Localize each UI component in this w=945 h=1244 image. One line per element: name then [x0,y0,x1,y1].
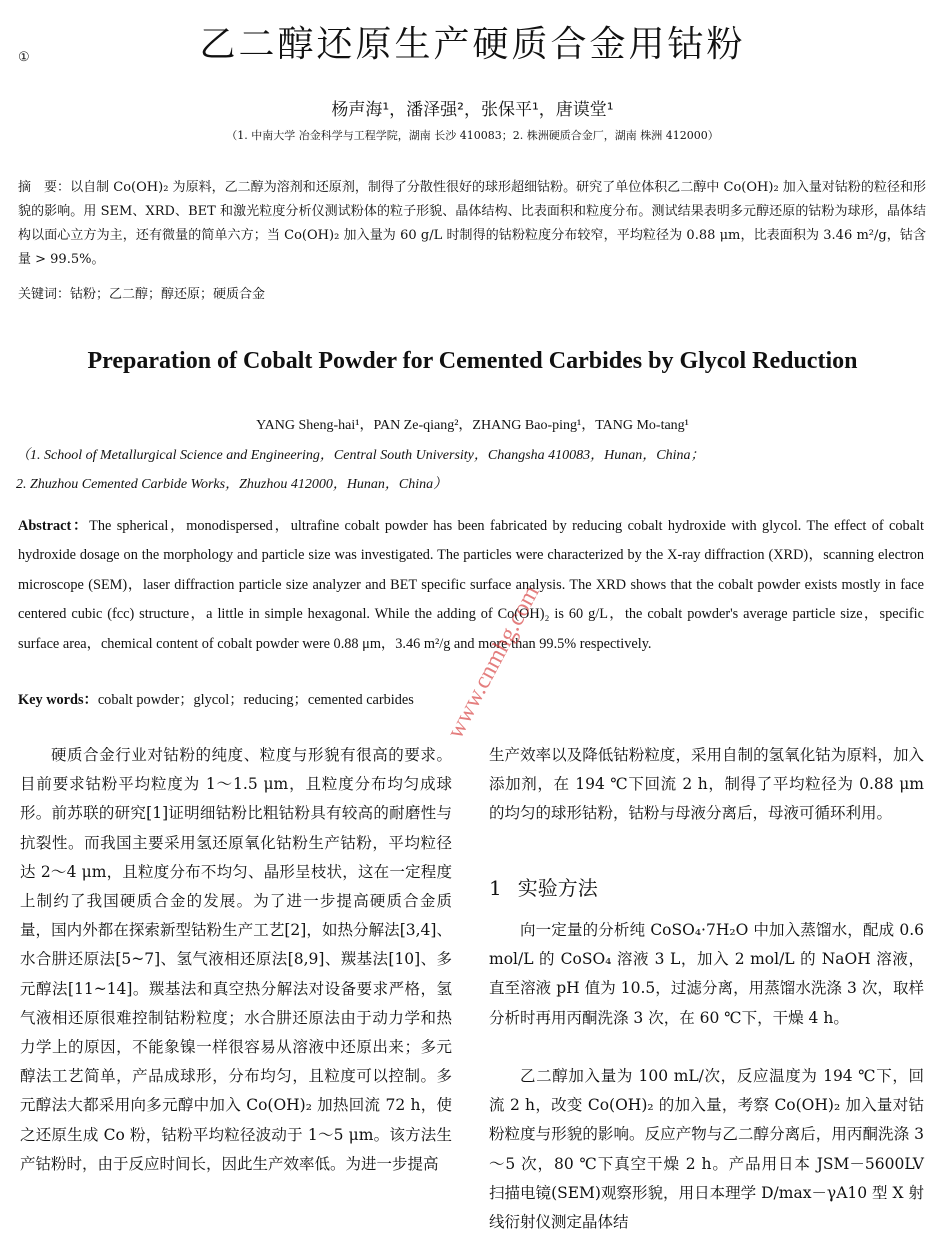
cn-abstract: 摘 要：以自制 Co(OH)₂ 为原料，乙二醇为溶剂和还原剂，制得了分散性很好的球形超细钴粉。研究了单位体积乙二醇中 Co(OH)₂ 加入量对钴粉的粒径和形貌的影响。用 SEM、XRD、BET 和激光粒度分析仪测试粉体的粒子形貌、晶体结构、比表面积和粒度分布。测试结果表明多元醇还原的钴粉为球形，晶体结构以面心立方为主，还有微量的简单六方；当 Co(OH)₂ 加入量为 60 g/L 时制得的钴粉粒度分布较窄，平均粒径为 0.88 μm，比表面积为 3.46 m²/g，钴含量 > 99.5%。 [18,180,926,267]
body-right-para-3: 乙二醇加入量为 100 mL/次，反应温度为 194 ℃下，回流 2 h，改变 Co(OH)₂ 的加入量，考察 Co(OH)₂ 加入量对钴粉粒度与形貌的影响。反应产物与乙二醇分离后，用丙酮洗涤 3～5 次，80 ℃下真空干燥 2 h。产品用日本 JSM－5600LV 扫描电镜(SEM)观察形貌，用日本理学 D/max－γA10 型 X 射线衍射仪测定晶体结 [489,1067,924,1232]
en-affiliation-line2: 2. Zhuzhou Cemented Carbide Works，Zhuzhou 412000，Hunan，China） [16,477,448,492]
watermark-text: www.cnmhg.com [442,581,545,743]
en-keywords-text: cobalt powder；glycol；reducing；cemented carbides [97,692,414,708]
en-title: Preparation of Cobalt Powder for Cemented Carbides by Glycol Reduction [87,348,858,374]
en-abstract-label: Abstract： [18,518,90,534]
footnote-mark: ① [18,50,30,65]
cn-keywords: 关键词：钴粉；乙二醇；醇还原；硬质合金 [18,287,266,302]
body-left-column: 硬质合金行业对钴粉的纯度、粒度与形貌有很高的要求。目前要求钴粉平均粒度为 1～1.5 μm，且粒度分布均匀成球形。前苏联的研究[1]证明细钴粉比粗钴粉具有较高的耐磨性与抗裂性。而我国主要采用氢还原氧化钴粉生产钴粉，平均粒径达 2～4 μm，且粒度分布不均匀、晶形呈枝状，这在一定程度上制约了我国硬质合金的发展。为了进一步提高硬质合金质量，国内外都在探索新型钴粉生产工艺[2]，如热分解法[3,4]、水合肼还原法[5~7]、氢气液相还原法[8,9]、羰基法[10]、多元醇法[11~14]。羰基法和真空热分解法对设备要求严格，氢气液相还原很难控制钴粉粒度；水合肼还原法由于动力学和热力学上的原因，不能象镍一样很容易从溶液中还原出来；多元醇法工艺简单，产品成球形，分布均匀，且粒度可以控制。多元醇法大都采用向多元醇中加入 Co(OH)₂ 加热回流 72 h，使之还原生成 Co 粉，钴粉平均粒径波动于 1～5 μm。该方法生产钴粉时，由于反应时间长，因此生产效率低。为进一步提高 [20,746,452,1173]
section-number: 1 [489,876,502,900]
en-authors: YANG Sheng-hai¹，PAN Ze-qiang²，ZHANG Bao-ping¹，TANG Mo-tang¹ [256,418,689,433]
section-heading [489,872,598,901]
body-right-para-2: 向一定量的分析纯 CoSO₄·7H₂O 中加入蒸馏水，配成 0.6 mol/L 的 CoSO₄ 溶液 3 L，加入 2 mol/L 的 NaOH 溶液，直至溶液 pH 值为 10.5，过滤分离，用蒸馏水洗涤 3 次，取样分析时再用丙酮洗涤 3 次，在 60 ℃下，干燥 4 h。 [489,921,924,1027]
cn-title: 乙二醇还原生产硬质合金用钴粉 [199,24,746,65]
cn-authors: 杨声海¹，潘泽强²，张保平¹，唐谟堂¹ [331,100,614,120]
en-abstract [18,512,924,659]
en-abstract-text: The spherical，monodispersed，ultrafine cobalt powder has been fabricated by reducing cobalt hydroxide with glycol. The effect of cobalt hydroxide dosage on the morphology and particle size was investigated. The particles were characterized by the X-ray diffraction (XRD)，scanning electron microscope (SEM)，laser diffraction particle size analyzer and BET specific surface analysis. The XRD shows that the cobalt powder exists mostly in face centered cubic (fcc) structure，a little in simple hexagonal. While the adding of Co(OH)₂ is 60 g/L，the cobalt powder's average particle size，specific surface area，chemical content of cobalt powder were 0.88 μm，3.46 m²/g and more than 99.5% respectively. [18,518,924,652]
cn-affiliation: （1. 中南大学 冶金科学与工程学院，湖南 长沙 410083；2. 株洲硬质合金厂，湖南 株洲 412000） [226,129,719,142]
en-keywords [18,689,414,709]
body-right-para-1: 生产效率以及降低钴粉粒度，采用自制的氢氧化钴为原料，加入添加剂，在 194 ℃下回流 2 h，制得了平均粒径为 0.88 μm 的均匀的球形钴粉，钴粉与母液分离后，母液可循环利用。 [489,746,924,823]
section-title: 实验方法 [517,876,598,900]
en-affiliation-line1: （1. School of Metallurgical Science and Engineering，Central South University，Changsha 410083，Hunan，China； [16,448,705,463]
en-keywords-label: Key words： [18,692,98,708]
